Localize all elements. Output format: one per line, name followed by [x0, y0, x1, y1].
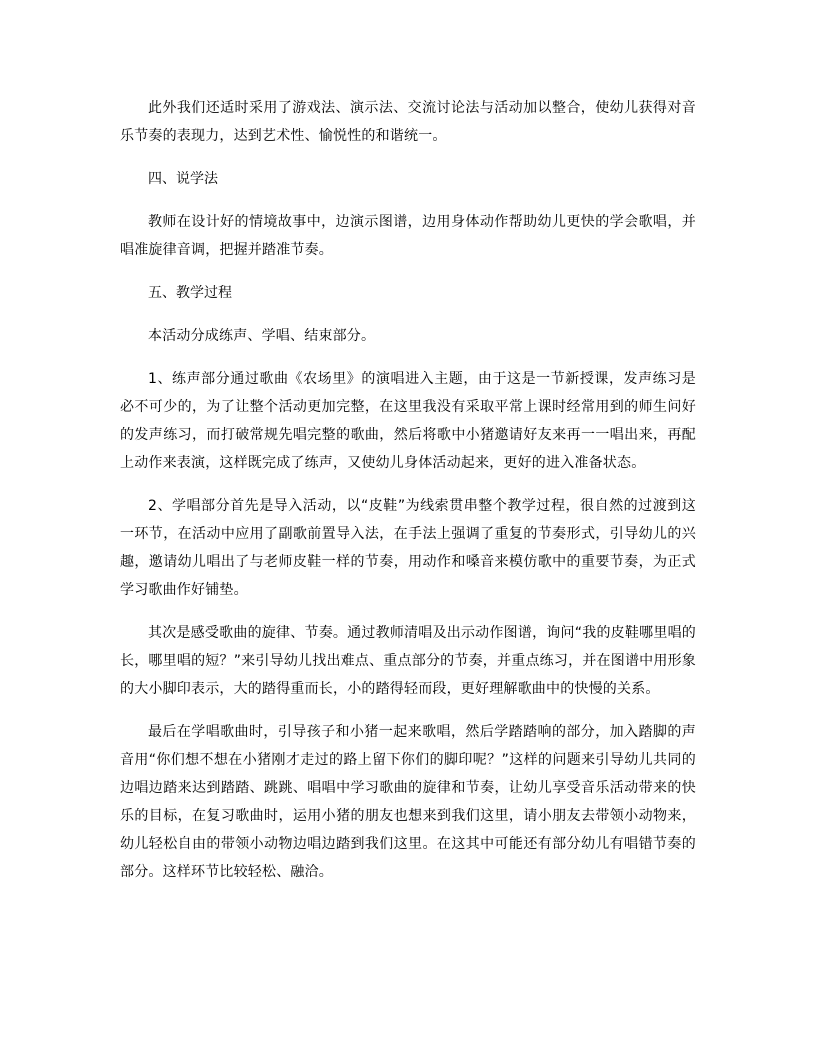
section-heading-teaching-process: 五、教学过程 — [148, 285, 232, 301]
paragraph-final-singing: 最后在学唱歌曲时，引导孩子和小猪一起来歌唱，然后学踏踏响的部分，加入踏脚的声音用“你们想不想在小猪刚才走过的路上留下你们的脚印呢？”这样的问题来引导幼儿共同的边唱边踏来达到踏踏、跳跳、唱唱中学习歌曲的旋律和节奏，让幼儿享受音乐活动带来的快乐的目标，在复习歌曲时，运用小猪的朋友也想来到我们这里，请小朋友去带领小动物来，幼儿轻松自由的带领小动物边唱边踏到我们这里。在这其中可能还有部分幼儿有唱错节奏的部分。这样环节比较轻松、融洽。 — [120, 724, 696, 880]
section-heading-learning-methods: 四、说学法 — [148, 171, 218, 187]
paragraph-methods-integration: 此外我们还适时采用了游戏法、演示法、交流讨论法与活动加以整合，使幼儿获得对音乐节奏的表现力，达到艺术性、愉悦性的和谐统一。 — [120, 100, 696, 144]
paragraph-learning-singing: 2、学唱部分首先是导入活动，以“皮鞋”为线索贯串整个教学过程，很自然的过渡到这一环节，在活动中应用了副歌前置导入法，在手法上强调了重复的节奏形式，引导幼儿的兴趣，邀请幼儿唱出了与老师皮鞋一样的节奏，用动作和嗓音来模仿歌中的重要节奏，为正式学习歌曲作好铺垫。 — [120, 498, 696, 598]
paragraph-process-overview: 本活动分成练声、学唱、结束部分。 — [148, 328, 376, 344]
document-page — [120, 94, 696, 886]
paragraph-melody-rhythm: 其次是感受歌曲的旋律、节奏。通过教师清唱及出示动作图谱，询问“我的皮鞋哪里唱的长，哪里唱的短？”来引导幼儿找出难点、重点部分的节奏，并重点练习，并在图谱中用形象的大小脚印表示，大的踏得重而长，小的踏得轻而段，更好理解歌曲中的快慢的关系。 — [120, 625, 696, 697]
paragraph-learning-methods: 教师在设计好的情境故事中，边演示图谱，边用身体动作帮助幼儿更快的学会歌唱，并唱准旋律音调，把握并踏准节奏。 — [120, 214, 696, 258]
paragraph-warmup: 1、练声部分通过歌曲《农场里》的演唱进入主题，由于这是一节新授课，发声练习是必不可少的，为了让整个活动更加完整，在这里我没有采取平常上课时经常用到的师生问好的发声练习，而打破常规先唱完整的歌曲，然后将歌中小猪邀请好友来再一一唱出来，再配上动作来表演，这样既完成了练声，又使幼儿身体活动起来，更好的进入准备状态。 — [120, 371, 696, 471]
